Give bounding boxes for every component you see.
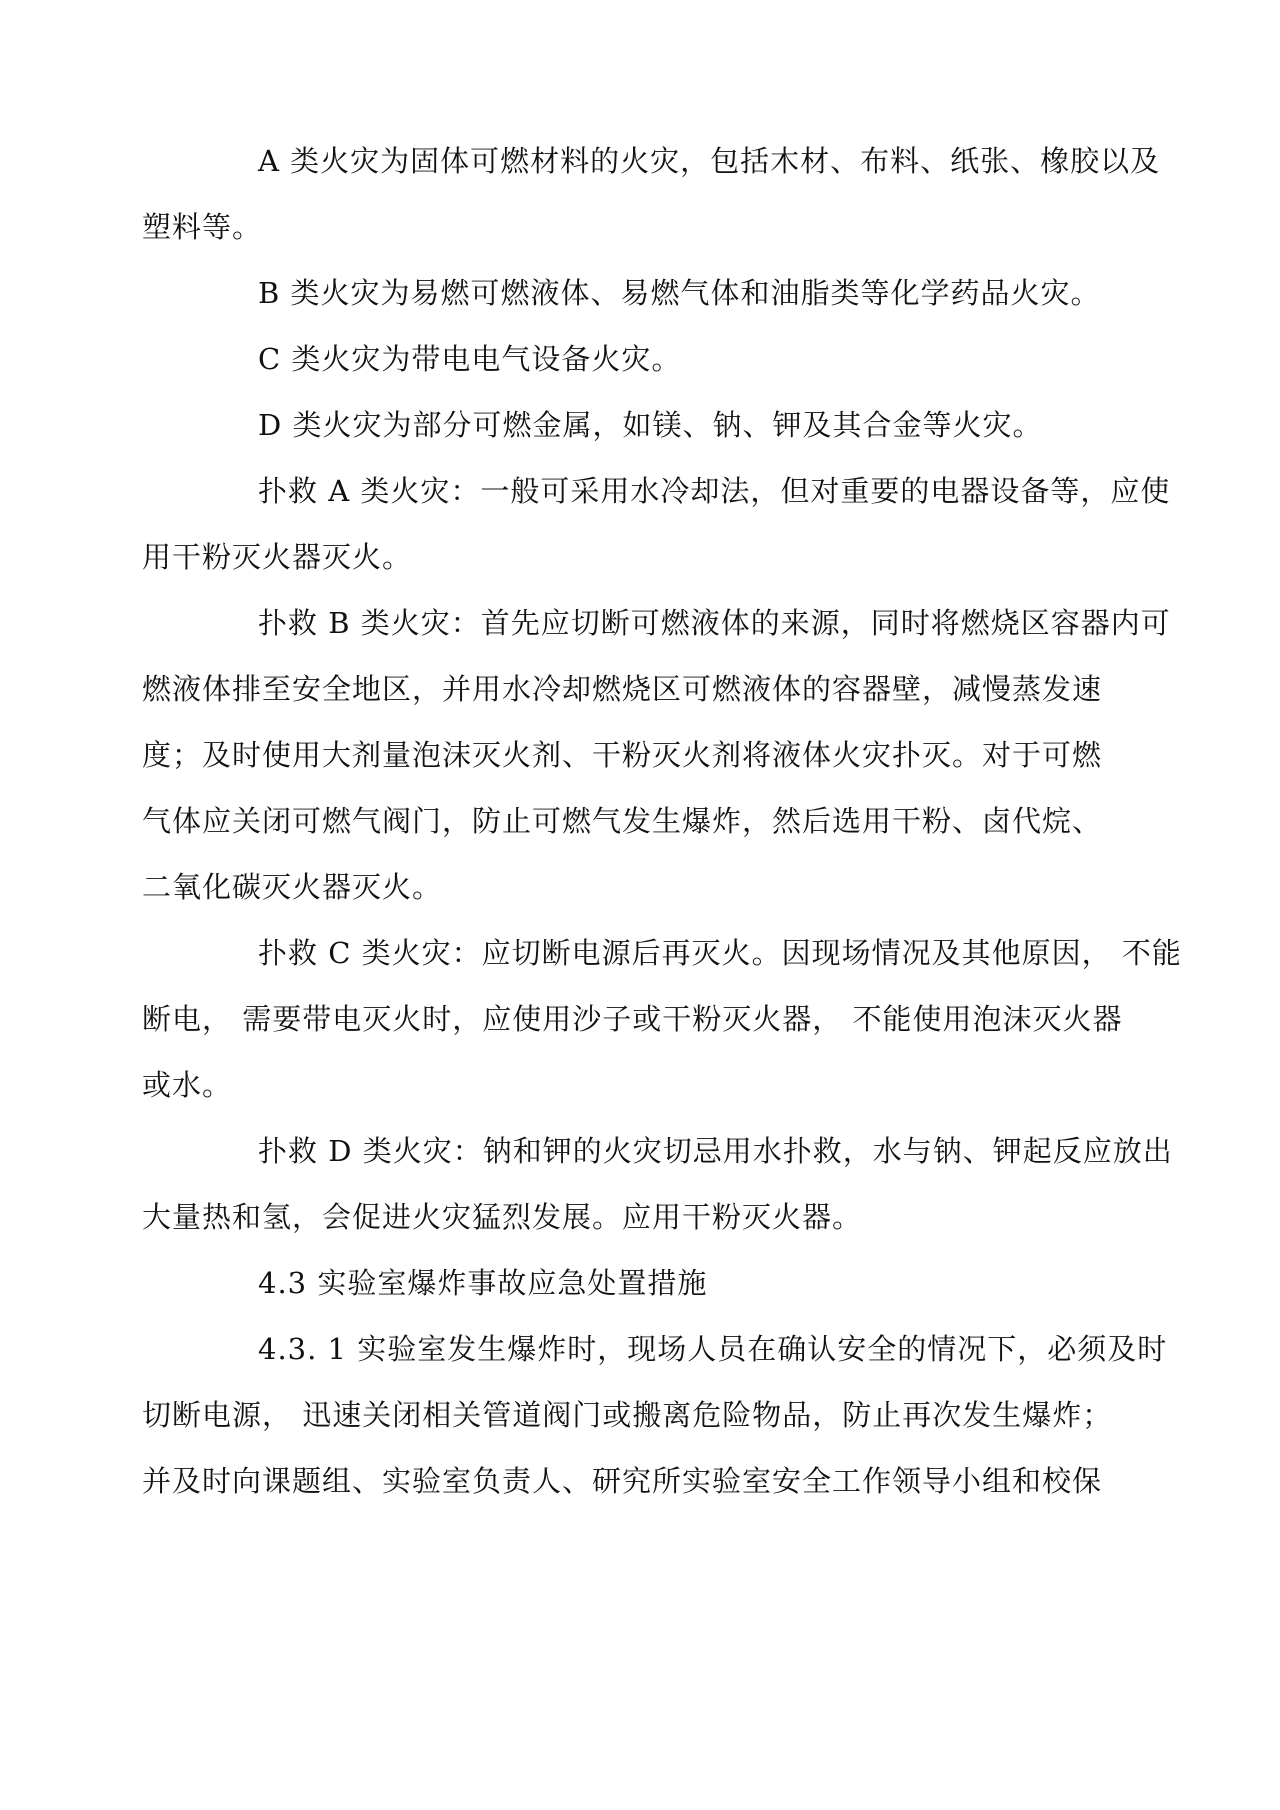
text-line: 塑料等。 [142,210,263,244]
paragraph-extinguish-d [142,1118,1173,1250]
text-line: D 类火灾为部分可燃金属，如镁、钠、钾及其合金等火灾。 [258,408,1043,442]
text-line: 扑救 C 类火灾：应切断电源后再灭火。因现场情况及其他原因， 不能 [258,936,1182,970]
text-line: 4.3 实验室爆炸事故应急处置措施 [258,1266,708,1300]
text-line: 大量热和氢，会促进火灾猛烈发展。应用干粉灭火器。 [142,1200,863,1234]
text-line: 度；及时使用大剂量泡沫灭火剂、干粉灭火剂将液体火灾扑灭。对于可燃 [142,738,1103,772]
paragraph-extinguish-c [142,920,1182,1118]
text-line: A 类火灾为固体可燃材料的火灾，包括木材、布料、纸张、橡胶以及 [258,144,1161,178]
text-line: 扑救 B 类火灾：首先应切断可燃液体的来源，同时将燃烧区容器内可 [258,606,1171,640]
section-heading-4-3 [200,1250,1120,1316]
paragraph-extinguish-b [142,590,1171,920]
text-line: 断电， 需要带电灭火时，应使用沙子或干粉灭火器， 不能使用泡沫灭火器 [142,1002,1123,1036]
paragraph-class-c-fire [200,326,1120,392]
paragraph-class-b-fire [200,260,1120,326]
text-line: 4.3. 1 实验室发生爆炸时，现场人员在确认安全的情况下，必须及时 [258,1332,1168,1366]
paragraph-class-d-fire [200,392,1120,458]
text-line: C 类火灾为带电电气设备火灾。 [258,342,682,376]
text-line: 扑救 D 类火灾：钠和钾的火灾切忌用水扑救，水与钠、钾起反应放出 [258,1134,1173,1168]
paragraph-4-3-1 [142,1316,1168,1514]
text-line: 扑救 A 类火灾：一般可采用水冷却法，但对重要的电器设备等，应使 [258,474,1171,508]
text-line: 二氧化碳灭火器灭火。 [142,870,443,904]
text-line: 切断电源， 迅速关闭相关管道阀门或搬离危险物品，防止再次发生爆炸； [142,1398,1113,1432]
text-line: 或水。 [142,1068,233,1102]
text-line: 用干粉灭火器灭火。 [142,540,413,574]
paragraph-extinguish-a [142,458,1171,590]
text-line: 气体应关闭可燃气阀门，防止可燃气发生爆炸，然后选用干粉、卤代烷、 [142,804,1103,838]
text-line: 燃液体排至安全地区，并用水冷却燃烧区可燃液体的容器壁，减慢蒸发速 [142,672,1103,706]
text-line: B 类火灾为易燃可燃液体、易燃气体和油脂类等化学药品火灾。 [258,276,1101,310]
paragraph-class-a-fire [142,128,1161,260]
text-line: 并及时向课题组、实验室负责人、研究所实验室安全工作领导小组和校保 [142,1464,1103,1498]
